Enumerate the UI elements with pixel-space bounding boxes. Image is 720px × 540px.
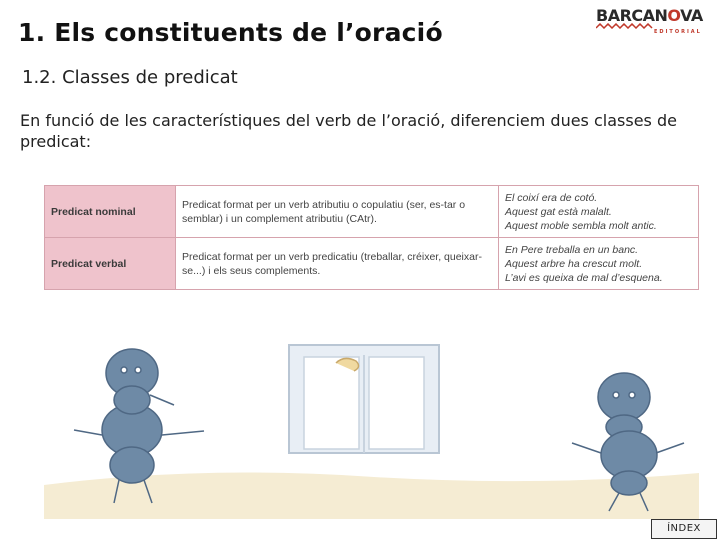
- section-subtitle: 1.2. Classes de predicat: [22, 67, 238, 88]
- example-line: L’avi es queixa de mal d’esquena.: [505, 271, 663, 284]
- publisher-logo: [596, 6, 714, 42]
- row-label: Predicat nominal: [45, 186, 176, 238]
- row-examples: [499, 238, 699, 290]
- row-definition: Predicat format per un verb predicatiu (treballar, créixer, queixar-se...) i els seus complements.: [176, 238, 499, 290]
- example-line: Aquest gat està malalt.: [505, 205, 612, 218]
- example-line: Aquest arbre ha crescut molt.: [505, 257, 643, 270]
- page-title: 1. Els constituents de l’oració: [18, 18, 443, 47]
- row-examples: [499, 186, 699, 238]
- example-line: El coixí era de cotó.: [505, 191, 598, 204]
- door-illustration: [289, 345, 439, 453]
- intro-paragraph: En funció de les característiques del verb de l’oració, diferenciem dues classes de predicat:: [20, 111, 677, 151]
- row-definition: Predicat format per un verb atributiu o copulatiu (ser, es-tar o semblar) i un complement atributiu (CAtr).: [176, 186, 499, 238]
- example-line: Aquest moble sembla molt antic.: [505, 219, 657, 232]
- logo-subtext: EDITORIAL: [654, 29, 702, 35]
- cartoon-illustration: [44, 335, 699, 519]
- example-line: En Pere treballa en un banc.: [505, 243, 639, 256]
- table-row: [45, 186, 699, 238]
- table-row: [45, 238, 699, 290]
- logo-wordmark: BARCANOVA: [596, 6, 703, 25]
- predicate-table: [44, 185, 699, 290]
- row-label: Predicat verbal: [45, 238, 176, 290]
- index-button[interactable]: ÍNDEX: [651, 519, 717, 539]
